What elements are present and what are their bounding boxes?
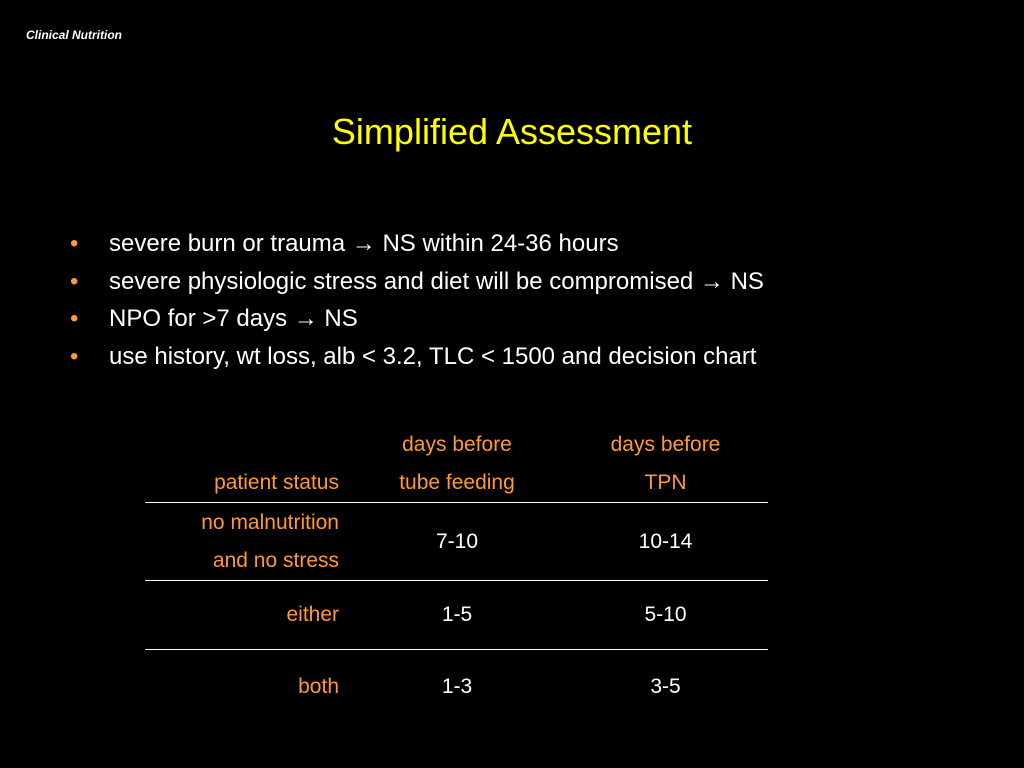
tpn-cell: 5-10 — [644, 603, 687, 626]
decision-chart-table — [145, 426, 768, 723]
patient-status-cell: no malnutrition and no stress — [201, 510, 339, 572]
table-row — [145, 650, 768, 724]
slide-title: Simplified Assessment — [331, 111, 693, 152]
tube-feeding-cell: 1-5 — [441, 603, 473, 626]
table-row — [145, 581, 768, 650]
patient-status-cell: both — [298, 674, 339, 698]
bullet-item — [70, 300, 764, 338]
tpn-cell: 10-14 — [638, 529, 693, 553]
bullet-item — [70, 338, 764, 376]
bullet-icon: • — [70, 267, 79, 295]
bullet-item — [70, 263, 764, 301]
bullet-text: NPO for >7 days → NS — [109, 305, 358, 332]
bullet-list — [70, 225, 764, 375]
bullet-icon: • — [70, 305, 79, 332]
bullet-text: use history, wt loss, alb < 3.2, TLC < 1500 and decision chart — [109, 342, 757, 370]
bullet-text: severe physiologic stress and diet will be compromised → NS — [109, 267, 764, 295]
patient-status-cell: either — [286, 603, 339, 626]
bullet-icon: • — [70, 342, 79, 370]
header-tube-feeding: days before tube feeding — [399, 433, 515, 494]
tpn-cell: 3-5 — [650, 674, 681, 698]
bullet-icon: • — [70, 230, 79, 257]
header-tpn: days before TPN — [610, 433, 721, 494]
table-row — [145, 503, 768, 581]
bullet-text: severe burn or trauma → NS within 24-36 hours — [109, 230, 619, 257]
slide-header: Clinical Nutrition — [26, 28, 122, 42]
tube-feeding-cell: 1-3 — [441, 674, 473, 698]
header-patient-status: patient status — [214, 471, 339, 494]
table-header-row — [145, 426, 768, 503]
bullet-item — [70, 225, 764, 263]
tube-feeding-cell: 7-10 — [435, 529, 479, 553]
